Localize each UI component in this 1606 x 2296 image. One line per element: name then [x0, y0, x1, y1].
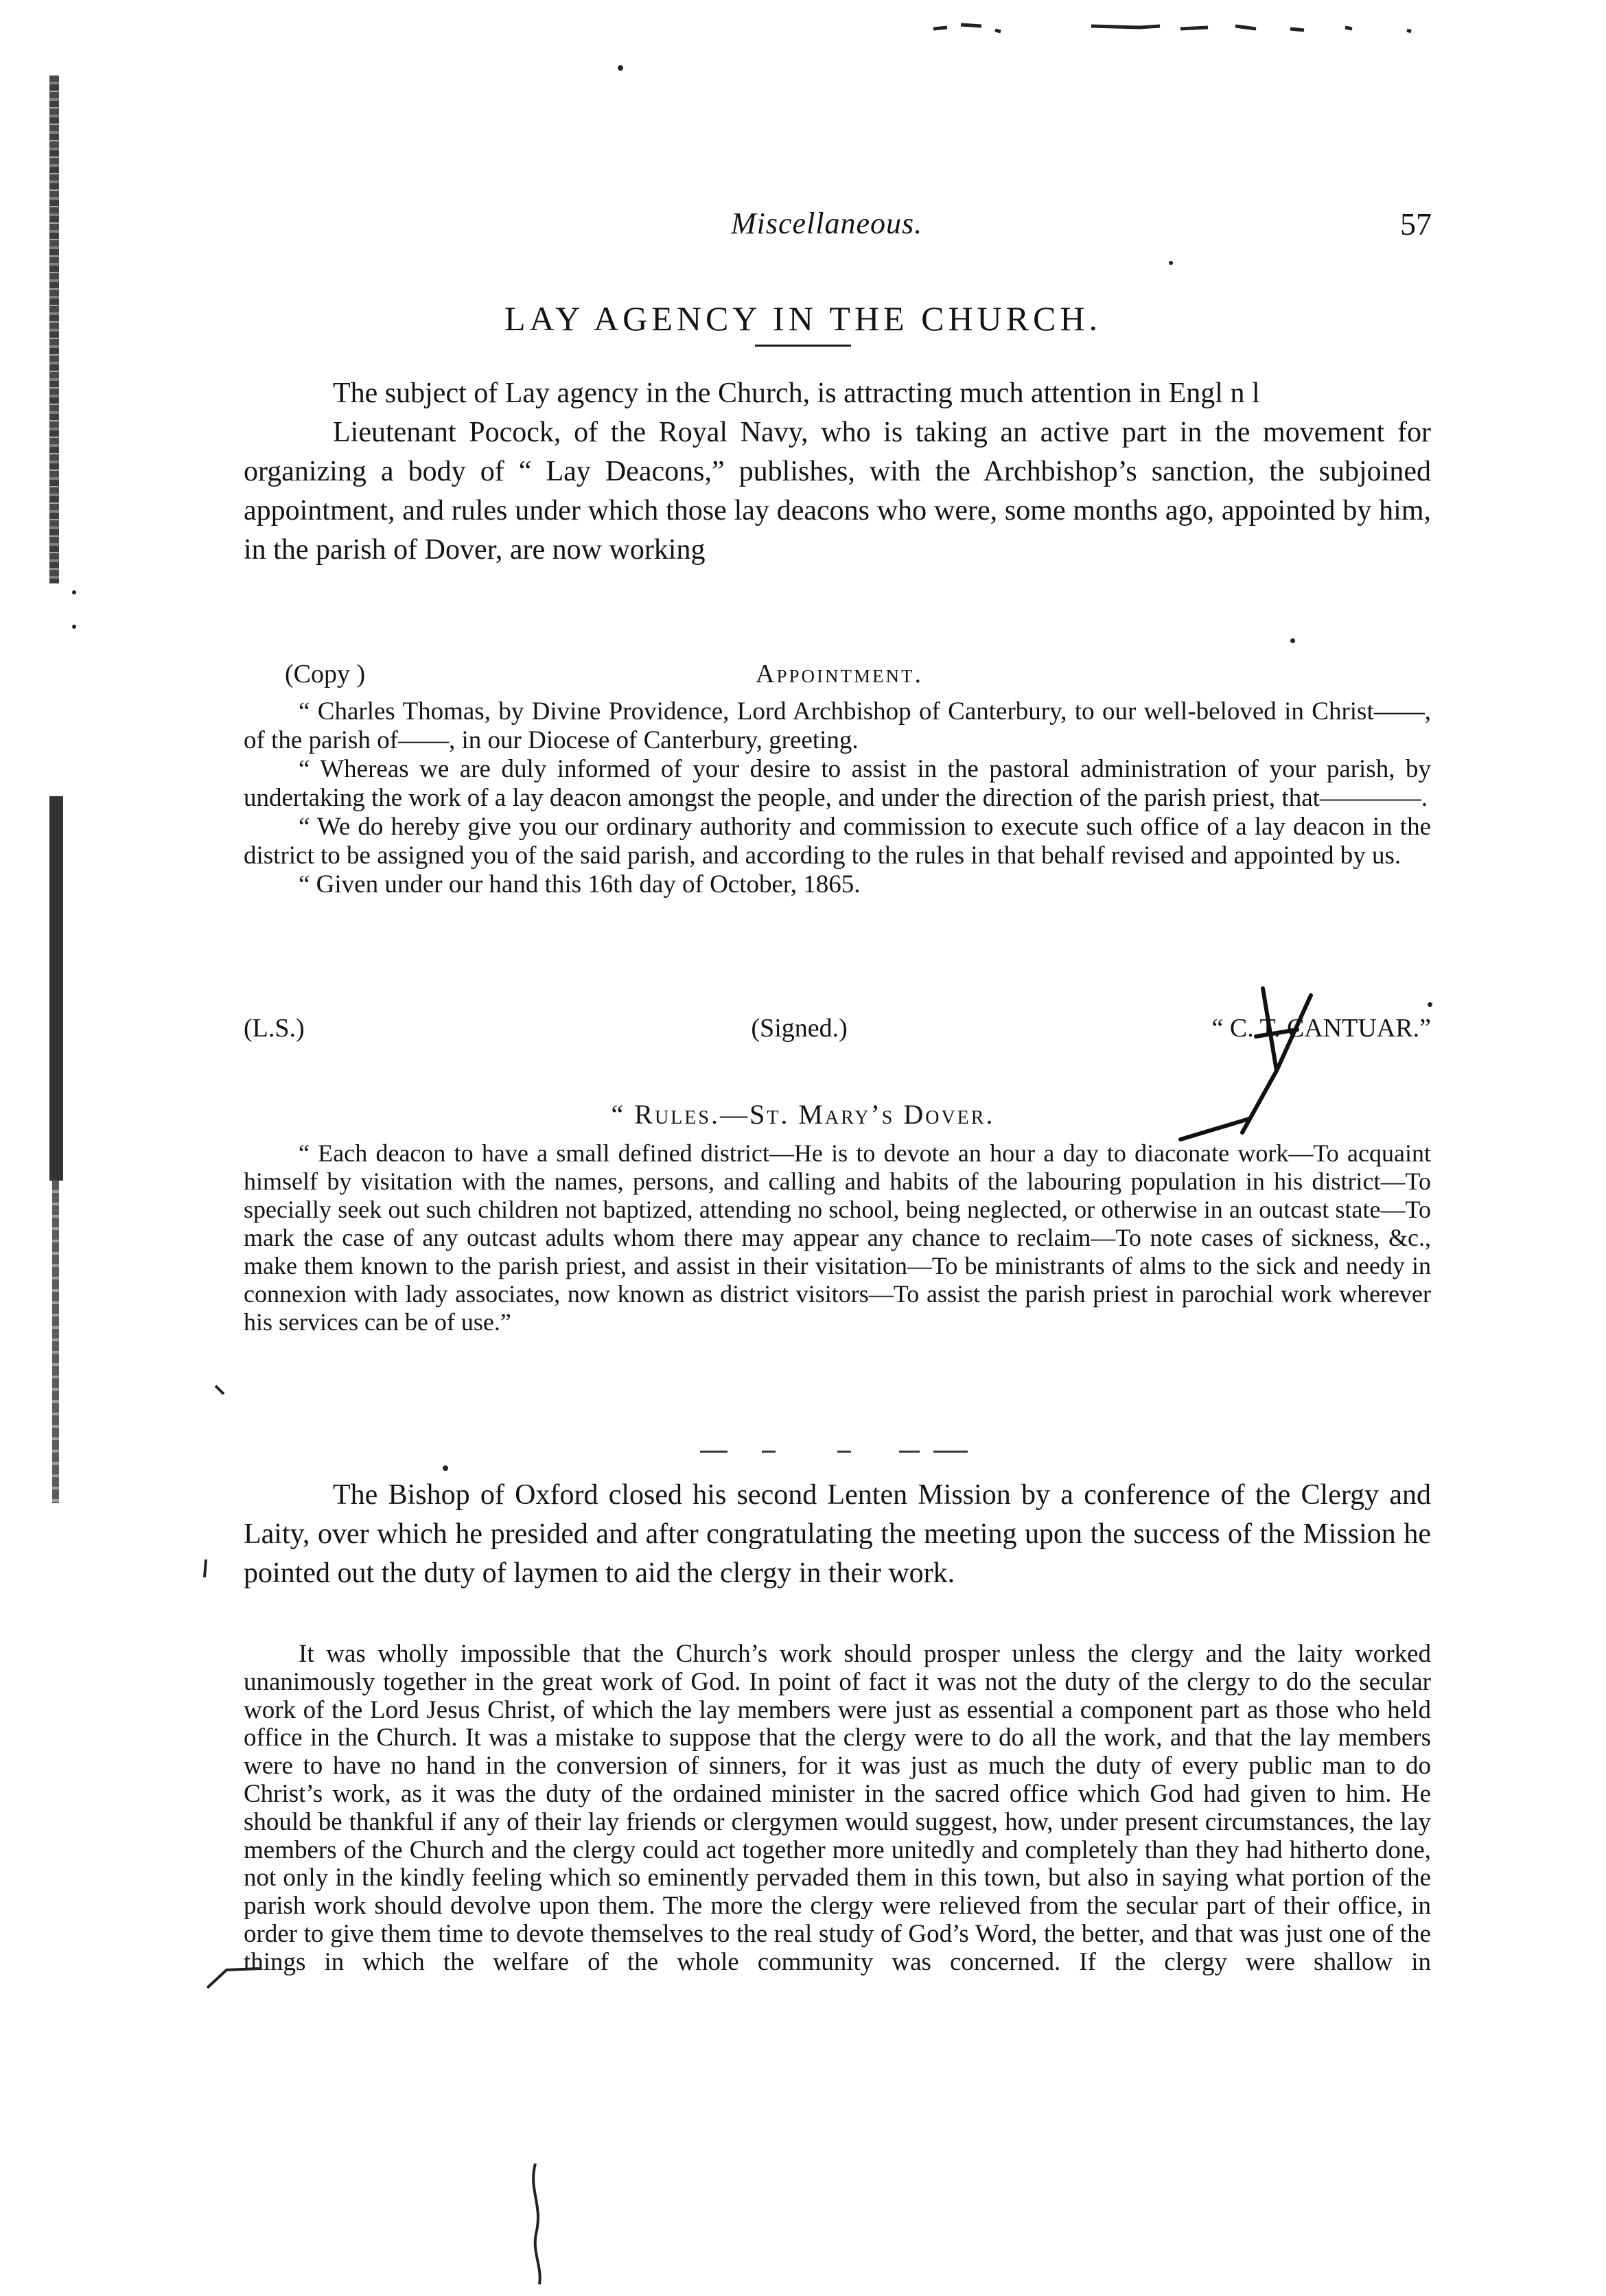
- scan-speck: [443, 1465, 448, 1471]
- page-number: 57: [1400, 207, 1432, 242]
- margin-pencil-mark: [199, 1558, 213, 1579]
- rules-paragraph: “ Each deacon to have a small defined district—He is to devote an hour a day to diaconate work—To acquaint himself by visitation with the names, persons, and calling and habits of the labouring population in his district—To specially seek out such children not baptized, attending no school, being neglected, or otherwise in an outcast state—To mark the case of any outcast adults whom there may appear any chance to reclaim—To note cases of sickness, &c., make them known to the parish priest, and assist in their visitation—To be ministrants of alms to the sick and needy in connexion with lady associates, now known as district visitors—To assist the parish priest in parochial work wherever his services can be of use.”: [244, 1139, 1431, 1336]
- oxford-block-2: [244, 1640, 1431, 1977]
- appointment-heading: Appointment.: [756, 660, 923, 688]
- scan-speck: [1290, 638, 1295, 643]
- margin-pencil-mark: [213, 1383, 226, 1397]
- rules-block: [244, 1139, 1431, 1336]
- intro-paragraph: The subject of Lay agency in the Church, is attracting much attention in Engl n l: [333, 378, 1260, 409]
- running-head: Miscellaneous.: [731, 207, 923, 240]
- margin-pencil-mark: [522, 2162, 549, 2286]
- scan-noise-marks: [933, 19, 1414, 37]
- intro-block: [244, 374, 1431, 570]
- oxford-paragraph: The Bishop of Oxford closed his second Lenten Mission by a conference of the Clergy and Laity, over which he presided and after congratulating the meeting upon the success of the Mission he pointed out the duty of laymen to aid the clergy in their work.: [244, 1479, 1431, 1589]
- oxford-paragraph: It was wholly impossible that the Church’s work should prosper unless the clergy and the laity worked unanimously together in the great work of God. In point of fact it was not the duty of the clergy to do the secular work of the Lord Jesus Christ, of which the lay members were just as essential a component part as those who held office in the Church. It was a mistake to suppose that the clergy were to do all the work, and that the lay members were to have no hand in the conversion of sinners, for it was just as much the duty of every public man to do Christ’s work, as it was the duty of the ordained minister in the sacred office which God had given to him. He should be thankful if any of their lay friends or clergymen would suggest, how, under present circumstances, the lay members of the Church and the clergy could act together more unitedly and completely than they had hitherto done, not only in the kindly feeling which so eminently pervaded them in this town, but also in saying what portion of the parish work should devolve upon them. The more the clergy were relieved from the secular part of their office, in order to give them time to devote themselves to the real study of God’s Word, the better, and that was just one of the things in which the welfare of the whole community was concerned. If the clergy were shallow in: [244, 1640, 1431, 1976]
- scan-speck: [618, 65, 623, 71]
- signed-label: (Signed.): [751, 1014, 848, 1043]
- copy-label: (Copy ): [285, 660, 366, 688]
- scan-speck: [72, 625, 76, 629]
- scan-speck: [72, 590, 76, 594]
- scan-edge-artifact: [52, 1181, 59, 1503]
- rules-heading: “ Rules.—St. Mary’s Dover.: [611, 1099, 995, 1130]
- signature-text: “ C. T. CANTUAR.”: [1211, 1014, 1431, 1043]
- section-separator: [700, 1450, 968, 1454]
- appointment-paragraph: “ We do hereby give you our ordinary authority and commission to execute such office of a lay deacon in the district to be assigned you of the said parish, and according to the rules in that behalf revised and appointed by us.: [244, 813, 1431, 870]
- appointment-heading-row: [244, 659, 1431, 689]
- article-title: LAY AGENCY IN THE CHURCH.: [504, 299, 1102, 338]
- oxford-block: [244, 1476, 1431, 1593]
- appointment-paragraph: “ Whereas we are duly informed of your desire to assist in the pastoral administration of your parish, by undertaking the work of a lay deacon amongst the people, and under the direction of the parish priest, that————.: [244, 755, 1431, 812]
- appointment-date: “ Given under our hand this 16th day of October, 1865.: [299, 870, 861, 898]
- pocock-paragraph: Lieutenant Pocock, of the Royal Navy, who is taking an active part in the movement for organizing a body of “ Lay Deacons,” publishes, with the Archbishop’s sanction, the subjoined appointment, and rules under which those lay deacons who were, some months ago, appointed by him, in the parish of Dover, are now working: [244, 417, 1431, 566]
- scan-speck: [1169, 261, 1173, 265]
- title-rule: [755, 345, 851, 347]
- seal-label: (L.S.): [244, 1014, 305, 1043]
- appointment-paragraph: “ Charles Thomas, by Divine Providence, Lord Archbishop of Canterbury, to our well-beloved in Christ——, of the parish of——, in our Diocese of Canterbury, greeting.: [244, 697, 1431, 754]
- margin-pencil-mark: [206, 1963, 261, 1991]
- appointment-block: [244, 697, 1431, 899]
